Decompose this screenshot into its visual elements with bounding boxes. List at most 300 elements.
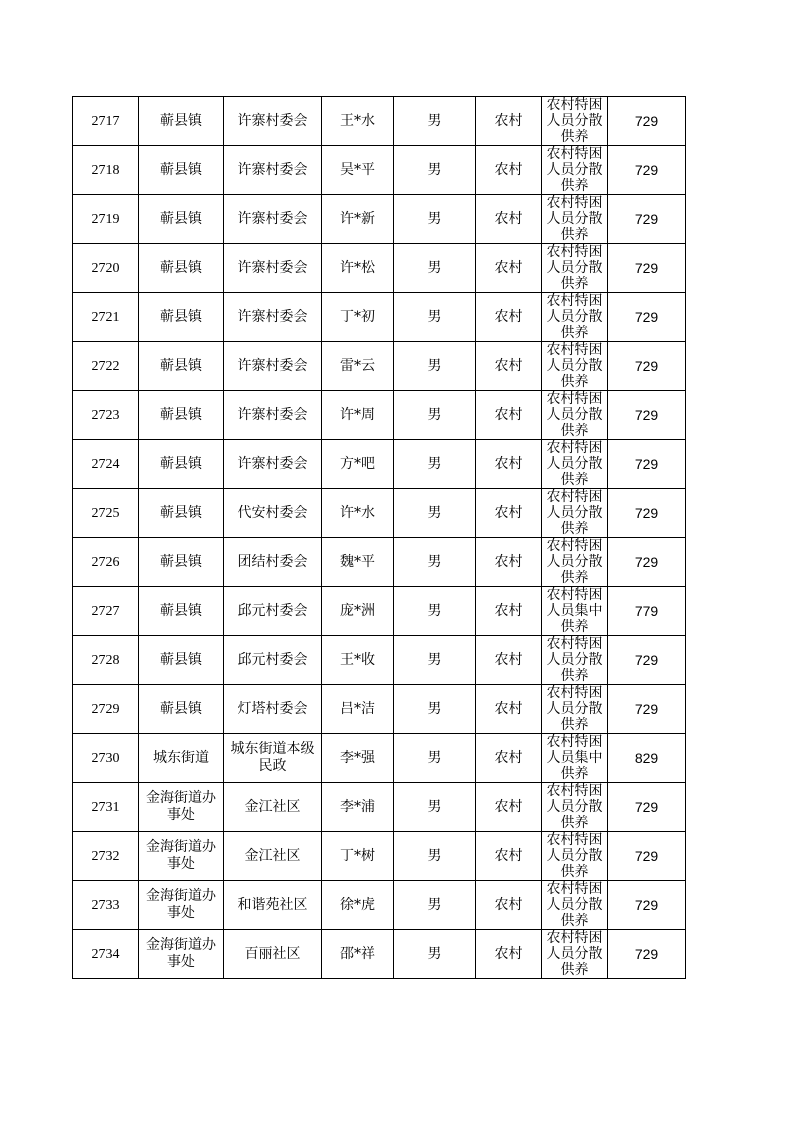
cell-gender-text: 男 — [427, 896, 442, 913]
cell-support-type — [542, 587, 608, 636]
cell-person-name-text: 许*周 — [340, 406, 375, 423]
cell-support-type — [542, 881, 608, 930]
cell-support-type-text: 农村特困人员分散供养 — [546, 685, 603, 733]
cell-village-text: 许寨村委会 — [237, 357, 308, 374]
cell-gender-text: 男 — [427, 161, 442, 178]
cell-town — [139, 146, 224, 195]
cell-village — [224, 146, 322, 195]
cell-town — [139, 587, 224, 636]
cell-gender — [394, 832, 476, 881]
cell-area — [476, 538, 542, 587]
cell-support-type — [542, 832, 608, 881]
cell-village-text: 金江社区 — [244, 847, 301, 864]
cell-person-name-text: 吴*平 — [340, 161, 375, 178]
cell-person-name-text: 徐*虎 — [340, 896, 375, 913]
cell-serial-number — [73, 881, 139, 930]
cell-support-type — [542, 391, 608, 440]
cell-serial-number — [73, 244, 139, 293]
roster-table — [72, 96, 686, 979]
cell-support-type-text: 农村特困人员分散供养 — [546, 783, 603, 831]
cell-amount-text: 829 — [634, 749, 659, 766]
table-row — [73, 783, 686, 832]
cell-serial-number — [73, 587, 139, 636]
cell-person-name — [322, 342, 394, 391]
cell-village-text: 灯塔村委会 — [237, 700, 308, 717]
cell-amount — [608, 636, 686, 685]
cell-support-type — [542, 244, 608, 293]
cell-person-name — [322, 97, 394, 146]
cell-support-type-text: 农村特困人员集中供养 — [546, 587, 603, 635]
cell-gender — [394, 146, 476, 195]
cell-support-type — [542, 783, 608, 832]
cell-village — [224, 587, 322, 636]
cell-serial-number — [73, 734, 139, 783]
cell-person-name — [322, 146, 394, 195]
cell-person-name-text: 庞*洲 — [340, 602, 375, 619]
table-row — [73, 734, 686, 783]
cell-village-text: 百丽社区 — [244, 945, 301, 962]
cell-serial-number-text: 2727 — [91, 603, 120, 619]
cell-village — [224, 881, 322, 930]
cell-support-type — [542, 195, 608, 244]
cell-gender — [394, 391, 476, 440]
cell-village — [224, 440, 322, 489]
cell-area-text: 农村 — [494, 847, 523, 864]
cell-gender — [394, 783, 476, 832]
cell-town — [139, 244, 224, 293]
cell-amount-text: 729 — [634, 259, 659, 276]
cell-person-name-text: 雷*云 — [340, 357, 375, 374]
cell-amount — [608, 342, 686, 391]
cell-amount-text: 729 — [634, 210, 659, 227]
cell-amount — [608, 538, 686, 587]
cell-person-name-text: 吕*洁 — [340, 700, 375, 717]
cell-area — [476, 832, 542, 881]
cell-person-name-text: 许*松 — [340, 259, 375, 276]
cell-amount — [608, 930, 686, 979]
table-row — [73, 930, 686, 979]
cell-town — [139, 734, 224, 783]
cell-gender-text: 男 — [427, 210, 442, 227]
cell-amount-text: 729 — [634, 406, 659, 423]
cell-person-name — [322, 636, 394, 685]
cell-area — [476, 685, 542, 734]
cell-serial-number-text: 2733 — [91, 897, 120, 913]
cell-gender — [394, 97, 476, 146]
cell-area — [476, 293, 542, 342]
cell-person-name — [322, 244, 394, 293]
cell-amount — [608, 391, 686, 440]
cell-amount-text: 729 — [634, 504, 659, 521]
cell-serial-number-text: 2718 — [91, 162, 120, 178]
cell-town-text: 蕲县镇 — [160, 308, 202, 325]
table-row — [73, 195, 686, 244]
cell-serial-number-text: 2726 — [91, 554, 120, 570]
table-row — [73, 293, 686, 342]
cell-area-text: 农村 — [494, 798, 523, 815]
cell-support-type-text: 农村特困人员分散供养 — [546, 832, 603, 880]
cell-support-type — [542, 734, 608, 783]
cell-person-name-text: 方*吧 — [340, 455, 375, 472]
cell-amount-text: 729 — [634, 847, 659, 864]
cell-town — [139, 685, 224, 734]
cell-serial-number-text: 2731 — [91, 799, 120, 815]
cell-village — [224, 685, 322, 734]
cell-town-text: 蕲县镇 — [160, 210, 202, 227]
cell-area-text: 农村 — [494, 602, 523, 619]
cell-gender-text: 男 — [427, 259, 442, 276]
cell-serial-number-text: 2717 — [91, 113, 120, 129]
table-row — [73, 832, 686, 881]
table-row — [73, 342, 686, 391]
cell-support-type-text: 农村特困人员分散供养 — [546, 146, 603, 194]
cell-support-type — [542, 293, 608, 342]
cell-person-name-text: 李*强 — [340, 749, 375, 766]
cell-person-name — [322, 930, 394, 979]
cell-town — [139, 342, 224, 391]
cell-town-text: 蕲县镇 — [160, 651, 202, 668]
cell-village — [224, 783, 322, 832]
cell-support-type — [542, 636, 608, 685]
table-row — [73, 146, 686, 195]
cell-town-text: 城东街道 — [153, 749, 209, 766]
cell-gender-text: 男 — [427, 406, 442, 423]
cell-support-type — [542, 685, 608, 734]
cell-town — [139, 881, 224, 930]
cell-village — [224, 293, 322, 342]
cell-village — [224, 391, 322, 440]
table-row — [73, 244, 686, 293]
cell-support-type — [542, 930, 608, 979]
cell-amount-text: 729 — [634, 896, 659, 913]
cell-serial-number — [73, 783, 139, 832]
cell-village-text: 邱元村委会 — [237, 602, 308, 619]
cell-serial-number-text: 2734 — [91, 946, 120, 962]
cell-amount — [608, 881, 686, 930]
cell-town-text: 蕲县镇 — [160, 504, 202, 521]
cell-gender-text: 男 — [427, 553, 442, 570]
cell-serial-number — [73, 391, 139, 440]
cell-area-text: 农村 — [494, 651, 523, 668]
cell-town — [139, 195, 224, 244]
cell-area-text: 农村 — [494, 896, 523, 913]
cell-area — [476, 881, 542, 930]
cell-amount — [608, 195, 686, 244]
table-row — [73, 587, 686, 636]
cell-gender-text: 男 — [427, 308, 442, 325]
cell-support-type-text: 农村特困人员分散供养 — [546, 930, 603, 978]
cell-serial-number — [73, 832, 139, 881]
cell-gender — [394, 342, 476, 391]
cell-support-type — [542, 146, 608, 195]
cell-village-text: 代安村委会 — [237, 504, 308, 521]
cell-area-text: 农村 — [494, 210, 523, 227]
cell-village — [224, 489, 322, 538]
cell-area-text: 农村 — [494, 259, 523, 276]
cell-town-text: 蕲县镇 — [160, 259, 202, 276]
cell-person-name-text: 许*新 — [340, 210, 375, 227]
cell-gender — [394, 244, 476, 293]
cell-village — [224, 636, 322, 685]
cell-town-text: 金海街道办事处 — [146, 790, 216, 823]
cell-town-text: 蕲县镇 — [160, 553, 202, 570]
cell-serial-number — [73, 342, 139, 391]
cell-town-text: 金海街道办事处 — [146, 937, 216, 970]
cell-amount — [608, 440, 686, 489]
cell-serial-number — [73, 293, 139, 342]
cell-serial-number — [73, 440, 139, 489]
cell-support-type-text: 农村特困人员分散供养 — [546, 97, 603, 145]
cell-area-text: 农村 — [494, 308, 523, 325]
cell-gender — [394, 930, 476, 979]
cell-gender-text: 男 — [427, 847, 442, 864]
cell-serial-number-text: 2730 — [91, 750, 120, 766]
table-row — [73, 881, 686, 930]
roster-body — [73, 97, 686, 979]
cell-serial-number — [73, 636, 139, 685]
cell-amount-text: 729 — [634, 700, 659, 717]
cell-gender — [394, 587, 476, 636]
cell-person-name-text: 许*水 — [340, 504, 375, 521]
table-row — [73, 97, 686, 146]
cell-town-text: 金海街道办事处 — [146, 839, 216, 872]
cell-gender-text: 男 — [427, 357, 442, 374]
cell-serial-number-text: 2719 — [91, 211, 120, 227]
cell-area-text: 农村 — [494, 455, 523, 472]
cell-village-text: 城东街道本级民政 — [230, 741, 315, 774]
cell-support-type-text: 农村特困人员分散供养 — [546, 440, 603, 488]
cell-town — [139, 783, 224, 832]
cell-town — [139, 930, 224, 979]
cell-gender-text: 男 — [427, 504, 442, 521]
cell-gender-text: 男 — [427, 700, 442, 717]
cell-person-name-text: 王*收 — [340, 651, 375, 668]
cell-village — [224, 342, 322, 391]
cell-support-type-text: 农村特困人员分散供养 — [546, 293, 603, 341]
cell-support-type-text: 农村特困人员分散供养 — [546, 489, 603, 537]
cell-support-type — [542, 440, 608, 489]
cell-area — [476, 195, 542, 244]
cell-gender — [394, 636, 476, 685]
cell-area-text: 农村 — [494, 553, 523, 570]
cell-person-name-text: 魏*平 — [340, 553, 375, 570]
cell-person-name-text: 邵*祥 — [340, 945, 375, 962]
cell-area-text: 农村 — [494, 161, 523, 178]
cell-serial-number — [73, 146, 139, 195]
cell-person-name — [322, 734, 394, 783]
cell-person-name — [322, 391, 394, 440]
cell-person-name — [322, 195, 394, 244]
cell-person-name-text: 丁*初 — [340, 308, 375, 325]
table-row — [73, 685, 686, 734]
cell-support-type-text: 农村特困人员分散供养 — [546, 195, 603, 243]
cell-gender-text: 男 — [427, 651, 442, 668]
cell-amount-text: 779 — [634, 602, 659, 619]
cell-amount — [608, 293, 686, 342]
cell-amount-text: 729 — [634, 945, 659, 962]
cell-village — [224, 734, 322, 783]
cell-amount — [608, 97, 686, 146]
cell-village-text: 许寨村委会 — [237, 259, 308, 276]
cell-village — [224, 244, 322, 293]
cell-area — [476, 244, 542, 293]
cell-area-text: 农村 — [494, 357, 523, 374]
cell-gender-text: 男 — [427, 798, 442, 815]
cell-amount-text: 729 — [634, 308, 659, 325]
cell-area — [476, 587, 542, 636]
cell-area — [476, 734, 542, 783]
cell-amount-text: 729 — [634, 112, 659, 129]
cell-amount — [608, 587, 686, 636]
cell-town-text: 蕲县镇 — [160, 112, 202, 129]
cell-town — [139, 440, 224, 489]
cell-area — [476, 342, 542, 391]
cell-town — [139, 97, 224, 146]
cell-support-type-text: 农村特困人员集中供养 — [546, 734, 603, 782]
cell-area — [476, 440, 542, 489]
cell-area — [476, 391, 542, 440]
cell-town-text: 蕲县镇 — [160, 455, 202, 472]
cell-serial-number — [73, 930, 139, 979]
cell-support-type-text: 农村特困人员分散供养 — [546, 636, 603, 684]
cell-support-type-text: 农村特困人员分散供养 — [546, 244, 603, 292]
cell-area — [476, 146, 542, 195]
cell-serial-number-text: 2729 — [91, 701, 120, 717]
cell-serial-number-text: 2725 — [91, 505, 120, 521]
table-row — [73, 538, 686, 587]
cell-serial-number-text: 2721 — [91, 309, 120, 325]
cell-area — [476, 930, 542, 979]
cell-serial-number — [73, 685, 139, 734]
table-row — [73, 391, 686, 440]
cell-area — [476, 783, 542, 832]
cell-area-text: 农村 — [494, 504, 523, 521]
cell-village — [224, 832, 322, 881]
cell-town-text: 蕲县镇 — [160, 700, 202, 717]
cell-area-text: 农村 — [494, 749, 523, 766]
cell-town — [139, 538, 224, 587]
cell-gender-text: 男 — [427, 112, 442, 129]
cell-amount-text: 729 — [634, 455, 659, 472]
cell-support-type-text: 农村特困人员分散供养 — [546, 391, 603, 439]
cell-village-text: 许寨村委会 — [237, 308, 308, 325]
cell-village-text: 和谐苑社区 — [237, 896, 308, 913]
cell-support-type — [542, 489, 608, 538]
cell-town — [139, 391, 224, 440]
cell-support-type — [542, 538, 608, 587]
cell-amount-text: 729 — [634, 798, 659, 815]
cell-person-name-text: 丁*树 — [340, 847, 375, 864]
cell-town-text: 蕲县镇 — [160, 602, 202, 619]
cell-person-name — [322, 783, 394, 832]
cell-area-text: 农村 — [494, 700, 523, 717]
cell-amount — [608, 146, 686, 195]
cell-gender — [394, 881, 476, 930]
cell-person-name — [322, 293, 394, 342]
cell-person-name — [322, 538, 394, 587]
cell-town-text: 金海街道办事处 — [146, 888, 216, 921]
cell-serial-number-text: 2720 — [91, 260, 120, 276]
cell-person-name — [322, 685, 394, 734]
cell-village-text: 许寨村委会 — [237, 210, 308, 227]
cell-village — [224, 97, 322, 146]
cell-village-text: 许寨村委会 — [237, 455, 308, 472]
cell-town-text: 蕲县镇 — [160, 161, 202, 178]
cell-area-text: 农村 — [494, 406, 523, 423]
cell-area — [476, 97, 542, 146]
cell-serial-number — [73, 538, 139, 587]
cell-town — [139, 293, 224, 342]
cell-person-name-text: 王*水 — [340, 112, 375, 129]
cell-gender — [394, 538, 476, 587]
cell-gender — [394, 489, 476, 538]
cell-area-text: 农村 — [494, 945, 523, 962]
cell-amount — [608, 244, 686, 293]
cell-serial-number-text: 2728 — [91, 652, 120, 668]
cell-town-text: 蕲县镇 — [160, 357, 202, 374]
cell-gender-text: 男 — [427, 455, 442, 472]
cell-person-name — [322, 881, 394, 930]
cell-amount — [608, 734, 686, 783]
cell-serial-number — [73, 97, 139, 146]
cell-area-text: 农村 — [494, 112, 523, 129]
table-row — [73, 440, 686, 489]
cell-gender — [394, 440, 476, 489]
cell-gender — [394, 685, 476, 734]
cell-village-text: 许寨村委会 — [237, 161, 308, 178]
table-row — [73, 636, 686, 685]
cell-village-text: 团结村委会 — [237, 553, 308, 570]
cell-village — [224, 538, 322, 587]
cell-town — [139, 832, 224, 881]
cell-village — [224, 930, 322, 979]
cell-support-type — [542, 97, 608, 146]
cell-town — [139, 489, 224, 538]
cell-amount — [608, 783, 686, 832]
cell-support-type-text: 农村特困人员分散供养 — [546, 342, 603, 390]
cell-amount-text: 729 — [634, 357, 659, 374]
cell-support-type — [542, 342, 608, 391]
cell-serial-number — [73, 489, 139, 538]
cell-person-name — [322, 832, 394, 881]
cell-village-text: 许寨村委会 — [237, 112, 308, 129]
cell-serial-number-text: 2724 — [91, 456, 120, 472]
cell-gender-text: 男 — [427, 749, 442, 766]
cell-gender — [394, 195, 476, 244]
cell-serial-number-text: 2723 — [91, 407, 120, 423]
cell-person-name — [322, 587, 394, 636]
cell-village-text: 许寨村委会 — [237, 406, 308, 423]
cell-person-name — [322, 489, 394, 538]
cell-support-type-text: 农村特困人员分散供养 — [546, 881, 603, 929]
cell-amount-text: 729 — [634, 161, 659, 178]
cell-gender-text: 男 — [427, 602, 442, 619]
cell-amount-text: 729 — [634, 651, 659, 668]
cell-gender-text: 男 — [427, 945, 442, 962]
cell-area — [476, 636, 542, 685]
cell-town — [139, 636, 224, 685]
cell-amount — [608, 832, 686, 881]
cell-gender — [394, 293, 476, 342]
cell-amount — [608, 685, 686, 734]
cell-village-text: 金江社区 — [244, 798, 301, 815]
cell-amount — [608, 489, 686, 538]
cell-gender — [394, 734, 476, 783]
cell-village — [224, 195, 322, 244]
cell-serial-number-text: 2732 — [91, 848, 120, 864]
cell-serial-number — [73, 195, 139, 244]
cell-serial-number-text: 2722 — [91, 358, 120, 374]
